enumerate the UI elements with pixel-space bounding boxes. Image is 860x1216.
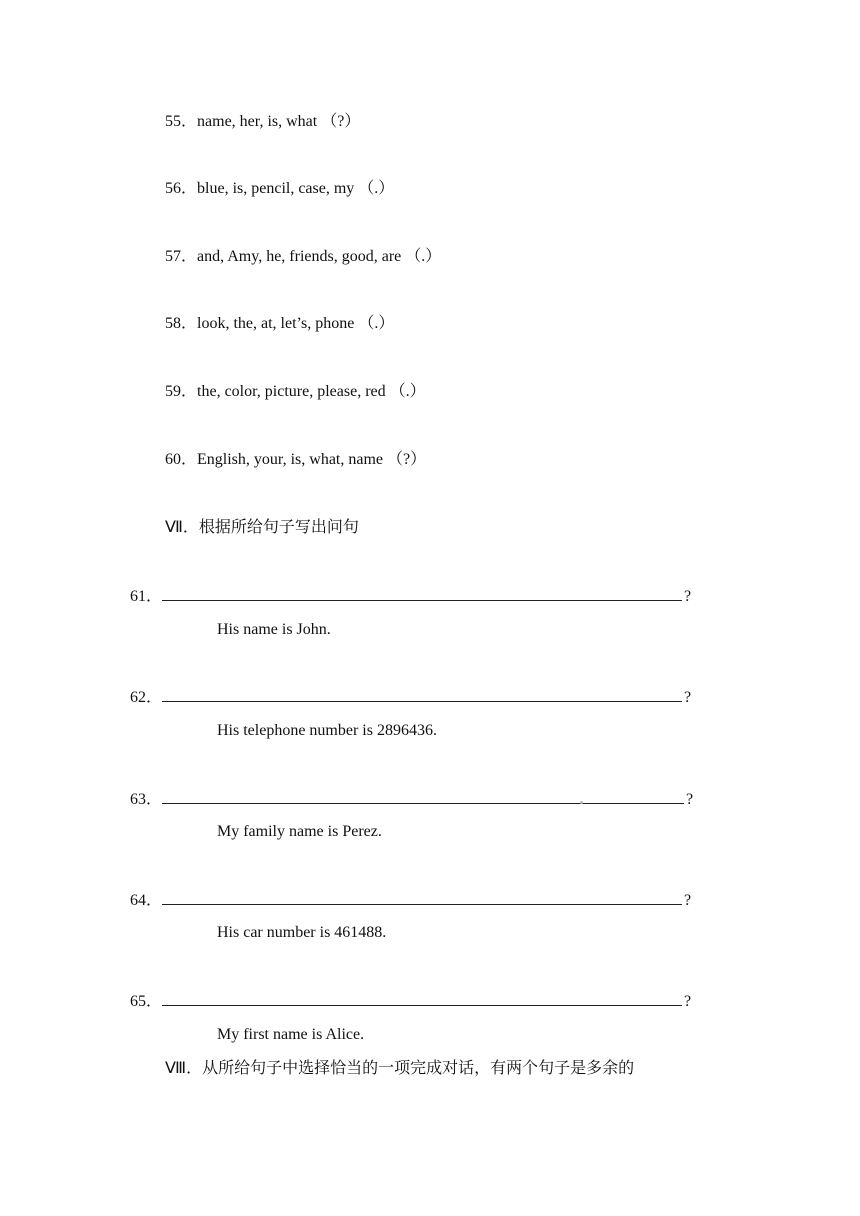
section-heading-7: Ⅶ．根据所给句子写出问句: [165, 517, 359, 536]
exercise-item-60: [165, 450, 426, 470]
stray-mark: [580, 801, 583, 804]
given-answer-61: His name is John.: [217, 621, 331, 638]
given-answer-62: His telephone number is 2896436.: [217, 722, 437, 739]
item-number: 56．: [165, 180, 198, 197]
answer-blank[interactable]: [162, 991, 682, 1006]
question-item-63: [130, 789, 693, 810]
item-number: 60．: [165, 451, 198, 468]
item-number: 59．: [165, 383, 198, 400]
question-mark: ?: [684, 993, 692, 1010]
item-number: 62．: [130, 689, 163, 706]
question-mark: ?: [684, 588, 692, 605]
item-text: blue, is, pencil, case, my （.）: [197, 180, 395, 197]
item-number: 57．: [165, 248, 198, 265]
item-text: look, the, at, let’s, phone （.）: [197, 315, 395, 332]
item-number: 58．: [165, 315, 198, 332]
answer-blank[interactable]: [162, 789, 684, 804]
question-item-61: [130, 586, 691, 607]
answer-blank[interactable]: [162, 890, 682, 905]
question-mark: ?: [686, 791, 694, 808]
answer-blank[interactable]: [162, 687, 682, 702]
item-text: English, your, is, what, name （?）: [197, 451, 427, 468]
item-number: 63．: [130, 791, 163, 808]
given-answer-64: His car number is 461488.: [217, 924, 387, 941]
given-answer-63: My family name is Perez.: [217, 823, 382, 840]
exercise-item-59: [165, 382, 426, 402]
question-mark: ?: [684, 892, 692, 909]
question-item-62: [130, 687, 691, 708]
question-mark: ?: [684, 689, 692, 706]
item-number: 64．: [130, 892, 163, 909]
given-answer-65: My first name is Alice.: [217, 1026, 365, 1043]
exercise-item-58: [165, 314, 394, 334]
item-number: 65．: [130, 993, 163, 1010]
question-item-65: [130, 991, 691, 1012]
exercise-item-55: [165, 112, 360, 132]
item-text: the, color, picture, please, red （.）: [197, 383, 426, 400]
answer-blank[interactable]: [162, 586, 682, 601]
item-text: and, Amy, he, friends, good, are （.）: [197, 248, 442, 265]
question-item-64: [130, 890, 691, 911]
exercise-item-57: [165, 247, 441, 267]
item-number: 55．: [165, 113, 198, 130]
exercise-item-56: [165, 179, 394, 199]
item-text: name, her, is, what （?）: [197, 113, 361, 130]
section-heading-8: Ⅷ．从所给句子中选择恰当的一项完成对话，有两个句子是多余的: [165, 1058, 635, 1077]
item-number: 61．: [130, 588, 163, 605]
